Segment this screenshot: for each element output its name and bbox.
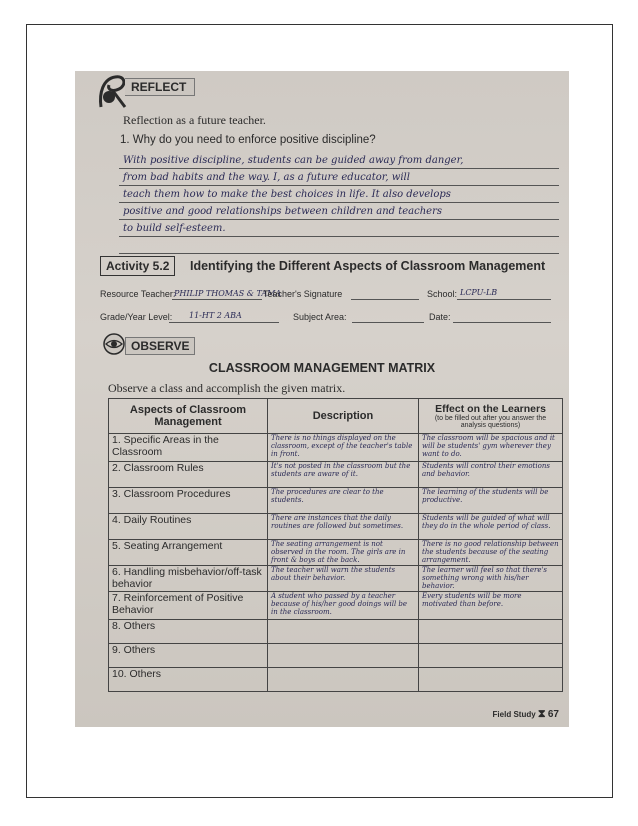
header-effect-label: Effect on the Learners bbox=[435, 403, 546, 415]
table-row bbox=[109, 592, 563, 620]
aspect-cell: 6. Handling misbehavior/off-task behavior bbox=[109, 566, 268, 592]
eye-icon bbox=[103, 333, 125, 355]
subject-area-label: Subject Area: bbox=[293, 312, 347, 322]
answer-text: teach them how to make the best choices in life. It also develops bbox=[123, 189, 451, 200]
aspect-cell: 9. Others bbox=[109, 644, 268, 668]
matrix-title: CLASSROOM MANAGEMENT MATRIX bbox=[208, 361, 436, 375]
aspect-cell: 1. Specific Areas in the Classroom bbox=[109, 434, 268, 462]
header-effect bbox=[419, 399, 563, 434]
aspect-cell: 5. Seating Arrangement bbox=[109, 540, 268, 566]
subject-area-line bbox=[352, 322, 424, 323]
observe-instruction: Observe a class and accomplish the given matrix. bbox=[108, 381, 346, 395]
effect-cell: Every students will be more motivated than before. bbox=[419, 592, 563, 620]
description-cell: A student who passed by a teacher because of his/her good doings will be in the classroom. bbox=[268, 592, 419, 620]
table-row bbox=[109, 668, 563, 692]
page-footer bbox=[493, 708, 559, 721]
aspect-cell: 2. Classroom Rules bbox=[109, 462, 268, 488]
reflect-subtitle: Reflection as a future teacher. bbox=[123, 113, 266, 127]
description-cell: The teacher will warn the students about their behavior. bbox=[268, 566, 419, 592]
description-cell: It's not posted in the classroom but the students are aware of it. bbox=[268, 462, 419, 488]
effect-cell: The classroom will be spacious and it will be students' gym wherever they want to do. bbox=[419, 434, 563, 462]
table-row bbox=[109, 434, 563, 462]
effect-cell: Students will control their emotions and behavior. bbox=[419, 462, 563, 488]
aspect-cell: 8. Others bbox=[109, 620, 268, 644]
reflect-tag: REFLECT bbox=[125, 78, 195, 96]
description-cell bbox=[268, 620, 419, 644]
resource-teacher-value: PHILIP THOMAS & TAMA bbox=[174, 289, 282, 298]
grade-label: Grade/Year Level: bbox=[100, 312, 173, 322]
date-line bbox=[453, 322, 551, 323]
header-description: Description bbox=[268, 399, 419, 434]
description-cell bbox=[268, 668, 419, 692]
answer-text: from bad habits and the way. I, as a future educator, will bbox=[123, 172, 410, 183]
school-value: LCPU-LB bbox=[460, 288, 498, 297]
aspect-cell: 7. Reinforcement of Positive Behavior bbox=[109, 592, 268, 620]
school-label: School: bbox=[427, 289, 458, 299]
worksheet-photo bbox=[75, 71, 569, 727]
table-row bbox=[109, 488, 563, 514]
activity-label: Activity 5.2 bbox=[100, 256, 175, 276]
effect-cell: The learning of the students will be productive. bbox=[419, 488, 563, 514]
activity-title: Identifying the Different Aspects of Classroom Management bbox=[190, 259, 546, 273]
grade-line bbox=[169, 322, 279, 323]
resource-teacher-label: Resource Teacher: bbox=[100, 289, 176, 299]
aspect-cell: 3. Classroom Procedures bbox=[109, 488, 268, 514]
description-cell: The procedures are clear to the students. bbox=[268, 488, 419, 514]
answer-text: to build self-esteem. bbox=[123, 223, 226, 234]
effect-cell bbox=[419, 644, 563, 668]
effect-cell bbox=[419, 620, 563, 644]
date-label: Date: bbox=[429, 312, 451, 322]
answer-line bbox=[119, 236, 559, 254]
answer-text: positive and good relationships between children and teachers bbox=[123, 206, 442, 217]
description-cell bbox=[268, 644, 419, 668]
aspect-cell: 10. Others bbox=[109, 668, 268, 692]
effect-cell: There is no good relationship between the students because of the seating arrangement. bbox=[419, 540, 563, 566]
observe-tag: OBSERVE bbox=[125, 337, 195, 355]
table-row bbox=[109, 514, 563, 540]
description-cell: There are instances that the daily routines are followed but sometimes. bbox=[268, 514, 419, 540]
effect-cell bbox=[419, 668, 563, 692]
field-study-icon: ⧗ bbox=[537, 708, 546, 720]
classroom-management-matrix bbox=[108, 398, 563, 692]
header-aspects: Aspects of Classroom Management bbox=[109, 399, 268, 434]
page-number: 67 bbox=[547, 709, 559, 720]
description-cell: The seating arrangement is not observed in the room. The girls are in front & boys at the back. bbox=[268, 540, 419, 566]
teacher-signature-label: Teacher's Signature bbox=[263, 289, 343, 299]
table-row bbox=[109, 620, 563, 644]
effect-cell: The learner will feel so that there's something wrong with his/her behavior. bbox=[419, 566, 563, 592]
answer-text: With positive discipline, students can be guided away from danger, bbox=[123, 155, 464, 166]
table-row bbox=[109, 540, 563, 566]
footer-label: Field Study bbox=[492, 710, 536, 719]
grade-value: 11-HT 2 ABA bbox=[189, 311, 242, 320]
description-cell: There is no things displayed on the classroom, except of the teacher's table in front. bbox=[268, 434, 419, 462]
table-row bbox=[109, 644, 563, 668]
reflect-question: 1. Why do you need to enforce positive discipline? bbox=[120, 134, 376, 146]
school-line bbox=[457, 299, 551, 300]
aspect-cell: 4. Daily Routines bbox=[109, 514, 268, 540]
signature-line bbox=[351, 299, 419, 300]
header-effect-note: (to be filled out after you answer the analysis questions) bbox=[434, 415, 547, 429]
table-row bbox=[109, 462, 563, 488]
table-row bbox=[109, 566, 563, 592]
resource-teacher-line bbox=[172, 299, 262, 300]
effect-cell: Students will be guided of what will they do in the whole period of class. bbox=[419, 514, 563, 540]
